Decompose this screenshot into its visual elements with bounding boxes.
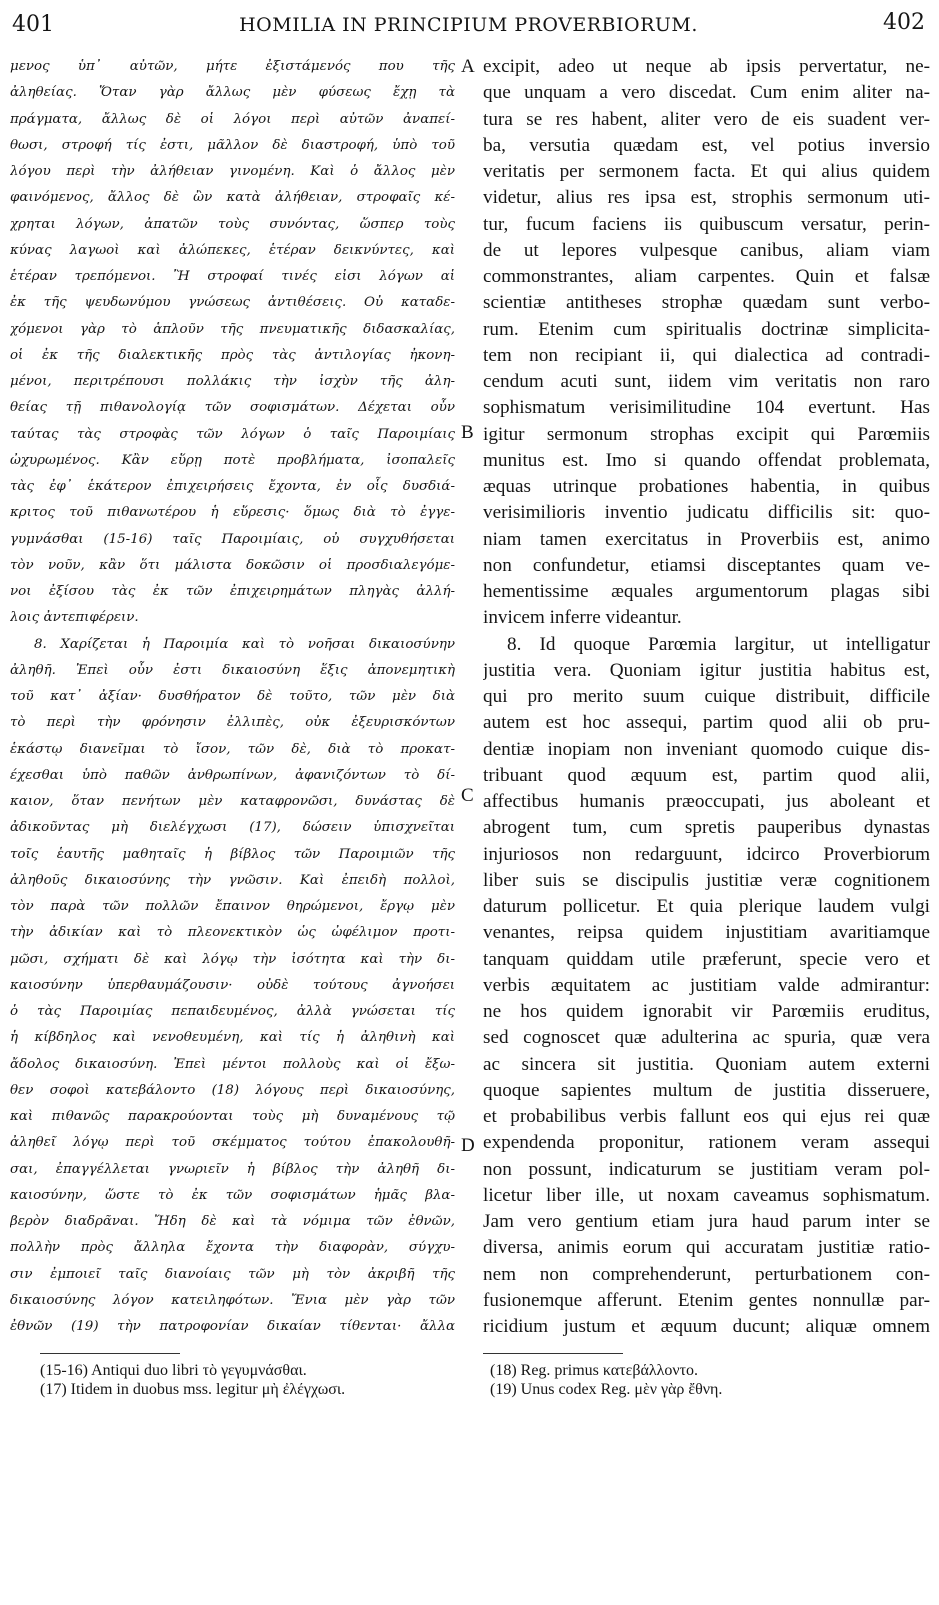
latin-text-line: munitus est. Imo si quando offendat problemata, [483, 449, 930, 471]
latin-text-line: affectibus humanis præoccupati, jus aboleant et [483, 791, 930, 812]
greek-text-line: ἀληθεῖ λόγῳ περὶ τοῦ σκέμματος τούτου ἐπακολουθῆ- [10, 1135, 455, 1151]
greek-text-line: μενος ὑπ᾽ αὐτῶν, μήτε ἐξιστάμενός που τῆς [10, 59, 455, 74]
greek-text-line [10, 1340, 455, 1344]
greek-text-line: θωσι, στροφή τίς ἐστι, μᾶλλον δὲ διαστροφή, ὑπὸ τοῦ [10, 137, 455, 153]
footnote-divider-left [40, 1353, 180, 1354]
latin-text-line: expendenda proponitur, rationem veram assequi [483, 1132, 930, 1154]
greek-text-line: ἡ κίβδηλος καὶ νενοθευμένη, καὶ τίς ἡ ἀληθινὴ καὶ [10, 1030, 455, 1046]
greek-text-line: νοι ἐξίσου τὰς ἐκ τῶν ἐπιχειρημάτων πληγὰς ἀλλή- [10, 584, 455, 599]
greek-text-line: κριτος τοῦ πιθανωτέρου ἡ εὕρεσις· ὅμως διὰ τὸ ἐγγε- [10, 505, 455, 521]
latin-text-line: et probabilibus verbis fallunt eos qui ejus rei quæ [483, 1106, 930, 1127]
latin-text-line: hementissime æquales argumentorum plagas sibi [483, 581, 930, 602]
footnote: (18) Reg. primus κατεβάλλοντο. [490, 1362, 699, 1379]
latin-text-line: scientiæ antitheses strophæ quædam sunt verbo- [483, 292, 930, 314]
latin-text-line [483, 1340, 930, 1344]
greek-text-line: λοις ἀντεπιφέρειν. [10, 610, 139, 626]
greek-text-line: ἑτέραν τρεπόμενοι. Ἢ στροφαί τινές εἰσι λόγων αἱ [10, 269, 455, 284]
greek-text-line: δικαιοσύνης λόγον κατειληφότων. Ἔνια μὲν γὰρ τῶν [10, 1292, 455, 1308]
latin-text-line: justitia vera. Quoniam igitur justitia habitus est, [483, 659, 930, 681]
latin-text-line: veritatis per sermonem facta. Et qui alius quidem [483, 161, 930, 182]
greek-text-line: πράγματα, ἄλλως δὲ οἱ λόγοι περὶ αὐτῶν ἀναπεί- [10, 111, 455, 127]
greek-text-line: ἐθνῶν (19) τὴν πατροφονίαν δικαίαν τίθενται· ἄλλα [10, 1319, 455, 1334]
greek-text-line: βερὸν διαδρᾶναι. Ἤδη δὲ καὶ τὰ νόμιμα τῶν ἐθνῶν, [10, 1214, 455, 1229]
footnote: (19) Unus codex Reg. μὲν γὰρ ἔθνη. [490, 1381, 723, 1398]
greek-text-line: καιοσύνην ὑπερθαυμάζουσιν· οὐδὲ τούτους ἀγνοήσει [10, 977, 455, 993]
latin-text-line: ac sincera sit justitia. Quoniam autem externi [483, 1053, 930, 1075]
section-marker-a: A [461, 56, 475, 77]
greek-text-line: ἀδικοῦντας μὴ διελέγχωσι (17), δώσειν ὑπισχνεῖται [10, 820, 455, 836]
greek-text-line: πολλὴν πρὸς ἄλληλα ἔχοντα τὴν διαφορὰν, σύγχυ- [10, 1240, 455, 1256]
greek-text-line: σιν ἐμποιεῖ ταῖς διανοίαις τῶν μὴ τὸν ἀκριβῆ τῆς [10, 1266, 455, 1282]
latin-text-line: excipit, adeo ut neque ab ipsis pervertatur, ne- [483, 56, 930, 77]
latin-text-line: ne hos quidem ignorabit vir Parœmiis eruditus, [483, 1001, 930, 1022]
latin-text-line: abrogent tum, cum spretis pauperibus dynastas [483, 817, 930, 839]
greek-text-line: ἄδολος δικαιοσύνη. Ἐπεὶ μέντοι πολλοὺς καὶ οἱ ἔξω- [10, 1056, 455, 1072]
latin-text-line: tura se res habent, aliter vero de eis suadent ver- [483, 108, 930, 130]
latin-text-line: licetur liber ille, ut noxam caveamus sophismatum. [483, 1184, 930, 1206]
greek-text-line: ἑκάστῳ διανεῖμαι τὸ ἴσον, τῶν δὲ, διὰ τὸ προκατ- [10, 741, 455, 757]
latin-text-line: cendum acuti sunt, iidem vim veritatis non raro [483, 371, 930, 392]
latin-text-line: diversa, animis eorum qui accuratam justitiæ ratio- [483, 1237, 930, 1259]
page-number-left: 401 [12, 12, 54, 37]
greek-text-line: ἀληθῆ. Ἐπεὶ οὖν ἐστι δικαιοσύνη ἕξις ἀπονεμητικὴ [10, 662, 455, 678]
greek-text-line: 8. Χαρίζεται ἡ Παροιμία καὶ τὸ νοῆσαι δικαιοσύνην [34, 636, 455, 652]
latin-text-line: 8. Id quoque Parœmia largitur, ut intelligatur [507, 633, 930, 655]
footnote: (15-16) Antiqui duo libri τὸ γεγυμνάσθαι. [40, 1362, 307, 1379]
greek-text-column [10, 54, 455, 1344]
greek-text-line: λόγου περὶ τὴν ἀλήθειαν γινομένη. Καὶ ὁ ἄλλος μὲν [10, 164, 455, 179]
greek-text-line: τὸ περὶ τὴν φρόνησιν ἐλλιπὲς, οὐκ ἐξευρισκόντων [10, 715, 455, 731]
footnotes-left [40, 1361, 460, 1399]
greek-text-line: χόμενοι γὰρ τὸ ἁπλοῦν τῆς πνευματικῆς διδασκαλίας, [10, 321, 455, 337]
latin-text-line: tanquam quiddam utile præferunt, specie vero et [483, 948, 930, 970]
latin-text-line: dentiæ inopiam non inveniant quomodo cuique dis- [483, 738, 930, 760]
greek-text-line: καιοσύνην, ὥστε τὸ ἐκ τῶν σοφισμάτων ἡμᾶς βλα- [10, 1187, 455, 1203]
latin-text-line: que unquam a vero discedat. Cum enim aliter na- [483, 82, 930, 104]
footnote-divider-right [483, 1353, 623, 1354]
latin-text-line: tem non recipiant ii, qui dialectica ad contradi- [483, 344, 930, 366]
latin-text-line: igitur sermonum strophas excipit qui Parœmiis [483, 423, 930, 445]
greek-text-line: καὶ πιθανῶς παρακρούονται τοὺς μὴ δυναμένους τῷ [10, 1109, 455, 1124]
latin-text-column [483, 54, 930, 1344]
greek-text-line: ταύτας τὰς στροφὰς τῶν λόγων ὁ ταῖς Παροιμίαις [10, 426, 455, 442]
latin-text-line: venantes, reipsa quidem injustitiam avaritiamque [483, 922, 930, 944]
latin-text-line: autem est hoc assequi, partim quod alii ob pru- [483, 712, 930, 734]
latin-text-line: non possunt, indicaturum se justitiam veram pol- [483, 1158, 930, 1180]
greek-text-line: μένοι, περιτρέπουσι πολλάκις τὴν ἰσχὺν τῆς ἀλη- [10, 374, 455, 389]
greek-text-line: κύνας λαγωοὶ καὶ ἀλώπεκες, ἑτέραν δεικνύντες, καὶ [10, 242, 455, 258]
greek-text-line: θεν σοφοὶ κατεβάλοντο (18) λόγους περὶ δικαιοσύνης, [10, 1082, 455, 1098]
greek-text-line: τὸν νοῦν, κἂν ὅτι μάλιστα δοκῶσιν οἱ προσδιαλεγόμε- [10, 557, 455, 573]
latin-text-line: tur, fucum faciens iis quibuscum versatur, perin- [483, 213, 930, 235]
greek-text-line: ὠχυρωμένος. Κἂν εὕρῃ ποτὲ προβλήματα, ἰσοπαλεῖς [10, 452, 455, 468]
greek-text-line: τοῖς ἑαυτῆς μαθηταῖς ἡ βίβλος τῶν Παροιμιῶν τῆς [10, 846, 455, 862]
section-marker-b: B [461, 422, 474, 443]
greek-text-line: γυμνάσθαι (15-16) ταῖς Παροιμίαις, οὐ συγχυθήσεται [10, 531, 455, 547]
latin-text-line: sophismatum verisimilitudine 104 evertunt. Has [483, 397, 930, 419]
latin-text-line: tribuant quod æquum est, partim quod alii, [483, 764, 930, 786]
greek-text-line: χρηται λόγων, ἀπατῶν τοὺς συνόντας, ὥσπερ τοὺς [10, 216, 455, 232]
greek-text-line: τὴν ἀδικίαν καὶ τὸ πλεονεκτικὸν ὡς ὠφέλιμον προτι- [10, 925, 455, 941]
greek-text-line: οἱ ἐκ τῆς διαλεκτικῆς πρὸς τὰς ἀντιλογίας ἠκονη- [10, 347, 455, 363]
greek-text-line: τὸν παρὰ τῶν πολλῶν ἔπαινον θηρώμενοι, ἔργῳ μὲν [10, 899, 455, 914]
latin-text-line: qui pro merito suum cuique distribuit, difficile [483, 686, 930, 707]
greek-text-line: τοῦ κατ᾽ ἀξίαν· δυσθήρατον δὲ τοῦτο, τῶν μὲν διὰ [10, 689, 455, 704]
greek-text-line: θείας τῇ πιθανολογίᾳ τῶν σοφισμάτων. Δέχεται οὖν [10, 400, 455, 416]
latin-text-line: nem non comprehenderunt, perturbationem con- [483, 1263, 930, 1285]
latin-text-line: videtur, alius res ipsa est, strophis sermonum uti- [483, 187, 930, 209]
running-title: HOMILIA IN PRINCIPIUM PROVERBIORUM. [239, 14, 698, 36]
greek-text-line: ἀληθοῦς δικαιοσύνης τὴν γνῶσιν. Καὶ ἐπειδὴ πολλοὶ, [10, 872, 455, 888]
greek-text-line: σαι, ἐπαγγέλλεται γνωριεῖν ἡ βίβλος τὴν ἀληθῆ δι- [10, 1161, 455, 1177]
greek-text-line: ἀληθείας. Ὅταν γὰρ ἄλλως μὲν φύσεως ἔχῃ τὰ [10, 85, 455, 101]
greek-text-line: έχεσθαι ὑπὸ παθῶν ἀνθρωπίνων, ἀφανιζόντων τὸ δί- [10, 767, 455, 783]
footnote: (17) Itidem in duobus mss. legitur μὴ ἐλέγχωσι. [40, 1381, 346, 1398]
latin-text-line: rum. Etenim cum spiritualis doctrinæ simplicita- [483, 318, 930, 340]
latin-text-line: ba, versutia quædam est, vel potius inversio [483, 134, 930, 156]
latin-text-line: injuriosos non redarguunt, idcirco Proverbiorum [483, 843, 930, 865]
latin-text-line: verisimilioris inventio judicatu difficilis sit: quo- [483, 502, 930, 524]
section-marker-c: C [461, 785, 474, 806]
latin-text-line: æquas utrinque probationes habentia, in quibus [483, 476, 930, 497]
latin-text-line: sed cognoscet quæ adulterina ac spuria, quæ vera [483, 1027, 930, 1049]
latin-text-line: verbis æquitatem ac justitiam valde admirantur: [483, 974, 930, 996]
running-header [12, 8, 925, 38]
section-marker-d: D [461, 1135, 475, 1156]
latin-text-line: niam tamen exercitatus in Proverbiis est, animo [483, 528, 930, 550]
latin-text-line: non confundetur, etiamsi disceptantes quam ve- [483, 554, 930, 576]
latin-text-line: fusionemque afferunt. Etenim gentes nonnullæ par- [483, 1289, 930, 1311]
latin-text-line: commonstrantes, aliam carpentes. Quin et falsæ [483, 266, 930, 287]
latin-text-line: de ut lepores vulpesque canibus, aliam viam [483, 239, 930, 261]
footnotes-right [490, 1361, 920, 1399]
latin-text-line: liber suis se discipulis justitiæ veræ cognitionem [483, 869, 930, 891]
greek-text-line: ἐκ τῆς ψευδωνύμου γνώσεως ἀντιθέσεις. Οὐ καταδε- [10, 295, 455, 311]
page-number-right: 402 [883, 10, 925, 35]
greek-text-line: τὰς ἐφ᾽ ἑκάτερον ἐπιχειρήσεις ἔχοντα, ἐν οἷς δυσδιά- [10, 479, 455, 494]
greek-text-line: ὁ τὰς Παροιμίας πεπαιδευμένος, ἀλλὰ γνώσεται τίς [10, 1004, 455, 1019]
greek-text-line: φαινόμενος, ἄλλος δὲ ὢν κατὰ ἀλήθειαν, στροφαῖς κέ- [10, 190, 455, 206]
greek-text-line: μῶσι, σχήματι δὲ καὶ λόγῳ τὴν ἰσότητα καὶ τὴν δι- [10, 951, 455, 967]
latin-text-line: quoque sapientes multum de justitia disseruere, [483, 1079, 930, 1101]
greek-text-line: καιον, ὅταν πενήτων μὲν καταφρονῶσι, δυνάστας δὲ [10, 794, 455, 809]
latin-text-line: invicem inferre videantur. [483, 607, 682, 629]
latin-text-line: Jam vero gentium etiam jura haud parum inter se [483, 1211, 930, 1232]
latin-text-line: daturum pollicetur. Et quia plerique laudem vulgi [483, 896, 930, 917]
latin-text-line: ricidium justum et æquum ducunt; aliquæ omnem [483, 1316, 930, 1337]
